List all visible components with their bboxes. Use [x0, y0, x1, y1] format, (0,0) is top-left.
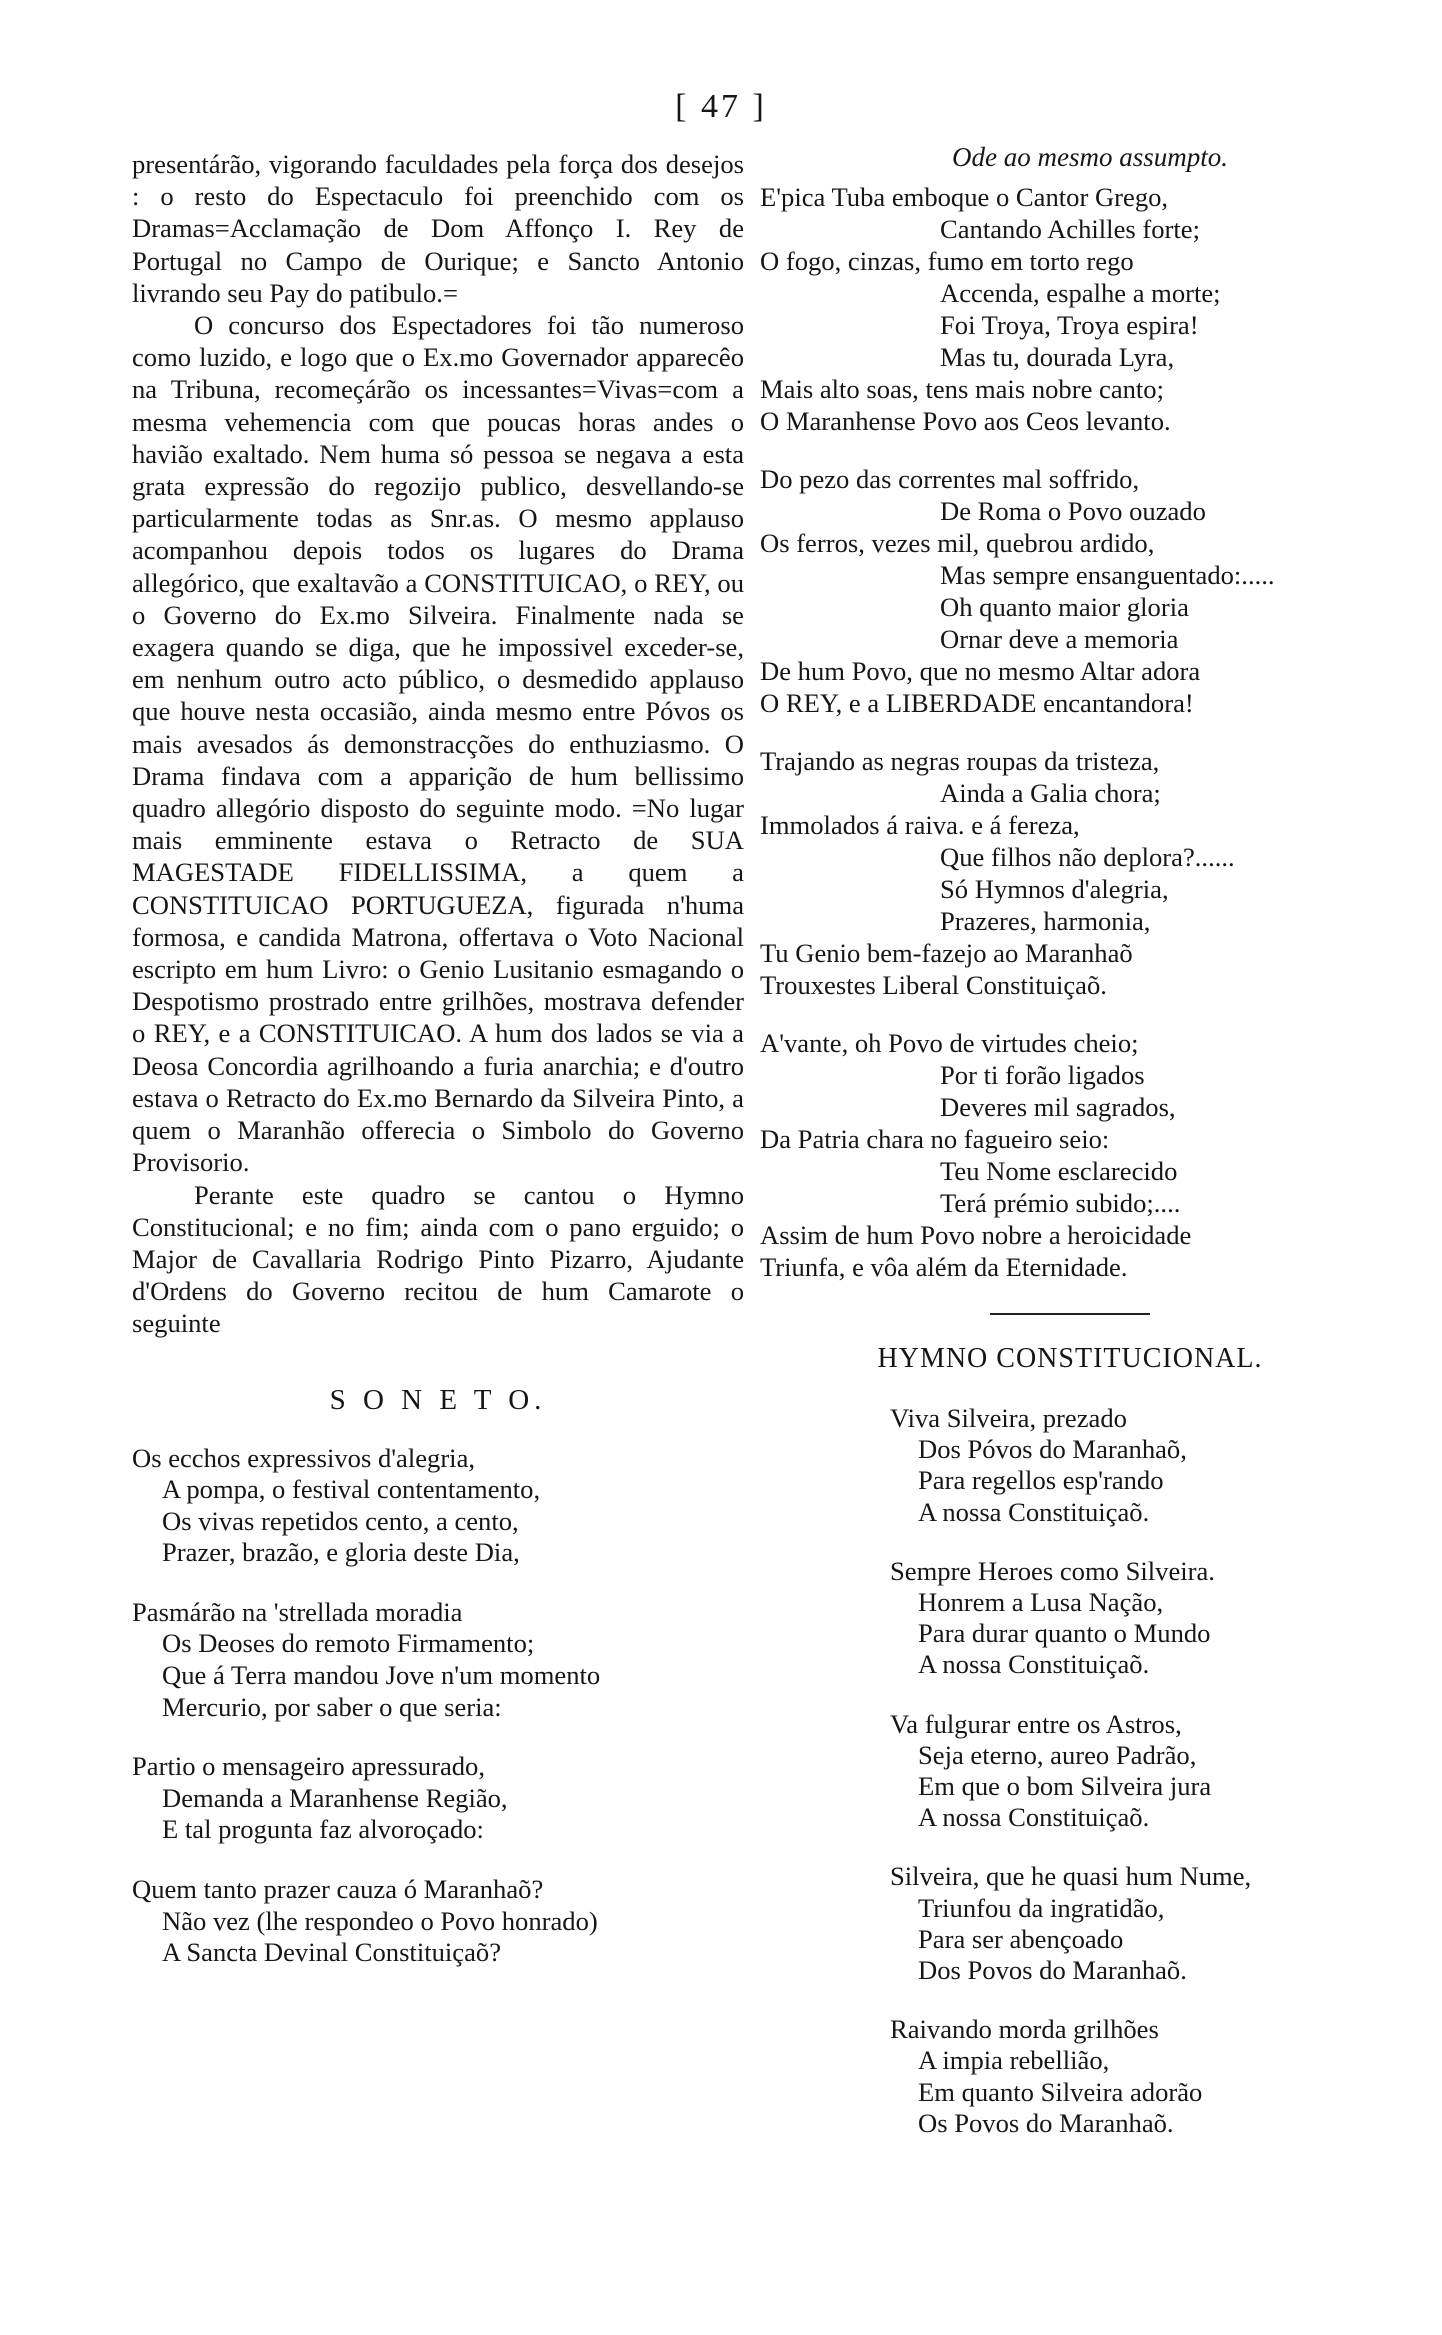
verse-line: Ornar deve a memoria: [940, 624, 1179, 654]
prose-block: [132, 148, 744, 1340]
verse-line: Os ferros, vezes mil, quebrou ardido,: [760, 528, 1155, 558]
verse-line: Triunfa, e vôa além da Eternidade.: [760, 1252, 1128, 1282]
verse-line: Foi Troya, Troya espira!: [940, 310, 1199, 340]
stanza: [132, 1443, 744, 1569]
verse-line: Immolados á raiva. e á fereza,: [760, 810, 1080, 840]
right-column: [760, 142, 1380, 2167]
verse-line: Por ti forão ligados: [940, 1060, 1145, 1090]
stanza: [132, 1597, 744, 1723]
verse-line: Triunfou da ingratidão,: [918, 1892, 1165, 1923]
stanza: [760, 745, 1380, 1001]
verse-line: O REY, e a LIBERDADE encantandora!: [760, 688, 1194, 718]
verse-line: Demanda a Maranhense Região,: [162, 1782, 508, 1813]
verse-line: Quem tanto prazer cauza ó Maranhaõ?: [132, 1874, 544, 1905]
verse-line: Prazeres, harmonia,: [940, 906, 1151, 936]
verse-line: Teu Nome esclarecido: [940, 1156, 1178, 1186]
section-divider: [990, 1313, 1150, 1315]
verse-line: Deveres mil sagrados,: [940, 1092, 1176, 1122]
verse-line: Em quanto Silveira adorão: [918, 2076, 1203, 2107]
verse-line: Os ecchos expressivos d'alegria,: [132, 1442, 476, 1473]
verse-line: Ainda a Galia chora;: [940, 778, 1161, 808]
verse-line: Para regellos esp'rando: [918, 1465, 1164, 1496]
verse-line: Os Deoses do remoto Firmamento;: [162, 1628, 535, 1659]
stanza: [760, 1027, 1380, 1283]
stanza: [132, 1751, 744, 1846]
verse-line: De hum Povo, que no mesmo Altar adora: [760, 656, 1201, 686]
verse-line: E tal progunta faz alvoroçado:: [162, 1814, 484, 1845]
verse-line: Honrem a Lusa Nação,: [918, 1587, 1164, 1618]
verse-line: Do pezo das correntes mal soffrido,: [760, 464, 1140, 494]
verse-line: O fogo, cinzas, fumo em torto rego: [760, 246, 1134, 276]
verse-line: A nossa Constituiçaõ.: [918, 1649, 1150, 1680]
stanza: [890, 1861, 1380, 1986]
verse-line: Para ser abençoado: [918, 1923, 1124, 1954]
verse-line: A pompa, o festival contentamento,: [162, 1474, 541, 1505]
verse-line: Dos Póvos do Maranhaõ,: [918, 1434, 1187, 1465]
left-column: [132, 148, 744, 1997]
verse-line: Terá prémio subido;....: [940, 1188, 1181, 1218]
verse-line: Em que o bom Silveira jura: [918, 1771, 1212, 1802]
verse-line: E'pica Tuba emboque o Cantor Grego,: [760, 182, 1169, 212]
verse-line: Tu Genio bem-fazejo ao Maranhaõ: [760, 938, 1133, 968]
verse-line: Para durar quanto o Mundo: [918, 1618, 1211, 1649]
verse-line: Cantando Achilles forte;: [940, 214, 1200, 244]
verse-line: Da Patria chara no fagueiro seio:: [760, 1124, 1110, 1154]
verse-line: Sempre Heroes como Silveira.: [890, 1555, 1215, 1586]
verse-line: Trajando as negras roupas da tristeza,: [760, 746, 1160, 776]
verse-line: Mercurio, por saber o que seria:: [162, 1691, 502, 1722]
verse-line: Viva Silveira, prezado: [890, 1403, 1127, 1433]
stanza: [890, 2014, 1380, 2139]
sonnet: [132, 1443, 744, 1969]
verse-line: A nossa Constituiçaõ.: [918, 1496, 1150, 1527]
paragraph-3: Perante este quadro se cantou o Hymno Constitucional; e no fim; ainda com o pano erguido; o Major de Cavallaria Rodrigo Pinto Pizarro, Ajudante d'Ordens do Governo recitou de hum Camarote o seguinte: [132, 1179, 744, 1339]
hymn: [760, 1403, 1380, 2139]
verse-line: A'vante, oh Povo de virtudes cheio;: [760, 1028, 1139, 1058]
verse-line: Trouxestes Liberal Constituiçaõ.: [760, 970, 1107, 1000]
verse-line: Que á Terra mandou Jove n'um momento: [162, 1660, 601, 1691]
verse-line: Mas tu, dourada Lyra,: [940, 342, 1175, 372]
paragraph-1: presentárão, vigorando faculdades pela força dos desejos : o resto do Espectaculo foi preenchido com os Dramas=Acclamação de Dom Affonço I. Rey de Portugal no Campo de Ourique; e Sancto Antonio livrando seu Pay do patibulo.=: [132, 149, 744, 308]
verse-line: Dos Povos do Maranhaõ.: [918, 1955, 1187, 1986]
verse-line: Silveira, que he quasi hum Nume,: [890, 1861, 1252, 1892]
verse-line: Accenda, espalhe a morte;: [940, 278, 1221, 308]
verse-line: A Sancta Devinal Constituiçaõ?: [162, 1937, 501, 1968]
verse-line: Mas sempre ensanguentado:.....: [940, 560, 1275, 590]
verse-line: O Maranhense Povo aos Ceos levanto.: [760, 406, 1171, 436]
ode-title: Ode ao mesmo assumpto.: [952, 142, 1228, 172]
verse-line: Va fulgurar entre os Astros,: [890, 1708, 1182, 1739]
page-number: [ 47 ]: [675, 88, 767, 125]
verse-line: Os Povos do Maranhaõ.: [918, 2107, 1174, 2138]
stanza: [760, 181, 1380, 437]
verse-line: Pasmárão na 'strellada moradia: [132, 1596, 463, 1627]
stanza: [132, 1874, 744, 1969]
sonnet-title: S O N E T O.: [329, 1383, 547, 1416]
stanza: [890, 1403, 1380, 1528]
verse-line: Seja eterno, aureo Padrão,: [918, 1739, 1197, 1770]
stanza: [760, 463, 1380, 719]
verse-line: Os vivas repetidos cento, a cento,: [162, 1505, 519, 1536]
verse-line: Só Hymnos d'alegria,: [940, 874, 1169, 904]
ode: [760, 181, 1380, 1283]
verse-line: Mais alto soas, tens mais nobre canto;: [760, 374, 1164, 404]
verse-line: A impia rebellião,: [918, 2045, 1110, 2076]
verse-line: Prazer, brazão, e gloria deste Dia,: [162, 1537, 520, 1568]
verse-line: De Roma o Povo ouzado: [940, 496, 1206, 526]
verse-line: Não vez (lhe respondeo o Povo honrado): [162, 1905, 598, 1936]
paragraph-2: O concurso dos Espectadores foi tão numeroso como luzido, e logo que o Ex.mo Governador apparecêo na Tribuna, recomeçárão os incessantes=Vivas=com a mesma vehemencia com que poucas horas andes o havião exaltado. Nem huma só pessoa se negava a esta grata expressão do regozijo publico, desvellando-se particularmente todas as Snr.as. O mesmo applauso acompanhou depois todos os lugares do Drama allegórico, que exaltavão a CONSTITUICAO, o REY, ou o Governo do Ex.mo Silveira. Finalmente nada se exagera quando se diga, que he impossivel exceder-se, em nenhum outro acto público, o desmedido applauso que houve nesta occasião, ainda mesmo entre Póvos os mais avesados ás demonstracções do enthuziasmo. O Drama findava com a apparição de hum bellissimo quadro allegório disposto do seguinte modo. =No lugar mais emminente estava o Retracto de SUA MAGESTADE FIDELLISSIMA, a quem a CONSTITUICAO PORTUGUEZA, figurada n'huma formosa, e candida Matrona, offertava o Voto Nacional escripto em hum Livro: o Genio Lusitanio esmagando o Despotismo prostrado entre grilhões, mostrava defender o REY, e a CONSTITUICAO. A hum dos lados se via a Deosa Concordia agrilhoando a furia anarchia; e d'outro estava o Retracto do Ex.mo Bernardo da Silveira Pinto, a quem o Maranhão offerecia o Simbolo do Governo Provisorio.: [132, 310, 744, 1178]
verse-line: A nossa Constituiçaõ.: [918, 1802, 1150, 1833]
verse-line: Partio o mensageiro apressurado,: [132, 1751, 486, 1782]
verse-line: Raivando morda grilhões: [890, 2014, 1159, 2045]
verse-line: Assim de hum Povo nobre a heroicidade: [760, 1220, 1192, 1250]
verse-line: Oh quanto maior gloria: [940, 592, 1189, 622]
hymn-title: HYMNO CONSTITUCIONAL.: [877, 1343, 1263, 1374]
verse-line: Que filhos não deplora?......: [940, 842, 1235, 872]
stanza: [890, 1556, 1380, 1681]
stanza: [890, 1709, 1380, 1834]
